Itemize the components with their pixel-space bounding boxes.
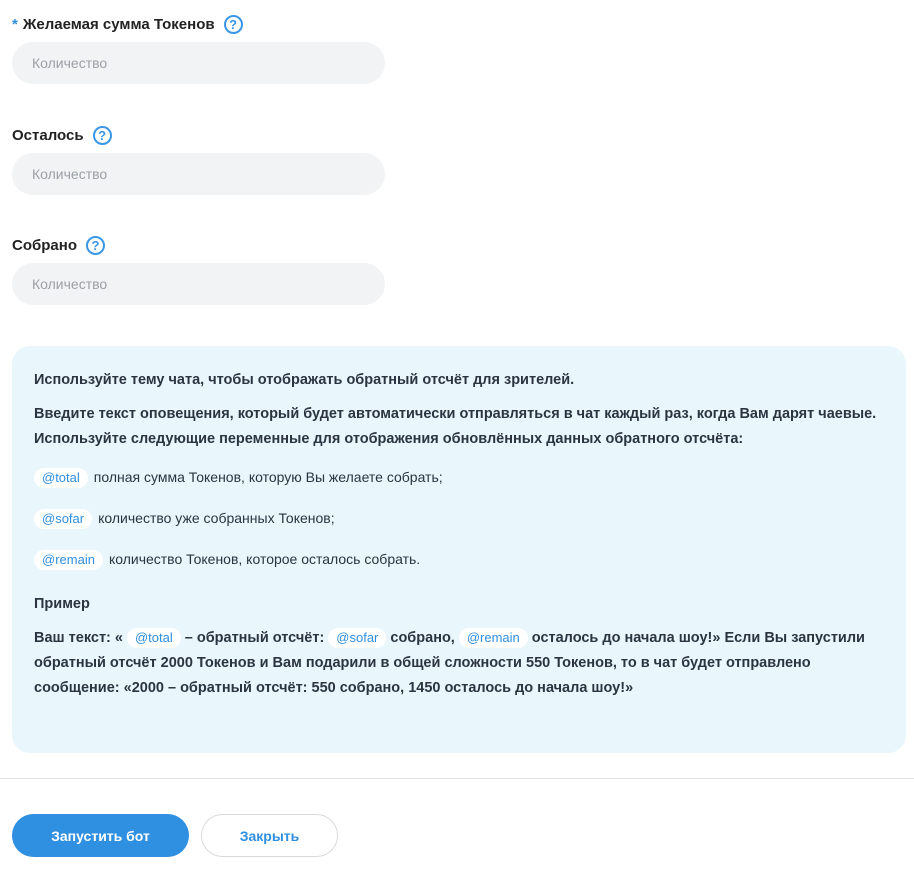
example-part: – обратный отсчёт:	[184, 630, 325, 646]
collected-label: Собрано	[12, 236, 77, 254]
remaining-input[interactable]	[12, 153, 385, 195]
field-label-row	[12, 12, 385, 36]
example-part: осталось до начала шоу!» Если Вы запустили обратный отсчёт 2000 Токенов и Вам подарили в общей сложности 550 Токенов, то в чат будет отправлено сообщение: «2000 – обратный отсчёт: 550 собрано, 1450 осталось до начала шоу!»	[34, 630, 865, 696]
example-prefix: Ваш текст: «	[34, 630, 123, 646]
help-icon[interactable]: ?	[224, 15, 243, 34]
start-bot-button[interactable]: Запустить бот	[12, 814, 189, 857]
variable-chip-remain: @remain	[459, 628, 528, 648]
field-remaining	[12, 123, 385, 195]
collected-input[interactable]	[12, 263, 385, 305]
close-button[interactable]: Закрыть	[201, 814, 338, 857]
field-label-row	[12, 123, 385, 147]
variable-chip-total: @total	[34, 468, 88, 488]
variable-row-remain	[34, 547, 884, 572]
info-instruction: Введите текст оповещения, который будет автоматически отправляться в чат каждый раз, когда Вам дарят чаевые. Используйте следующие переменные для отображения обновлённых данных обратного отсчёта:	[34, 406, 877, 447]
required-marker: *	[12, 15, 18, 33]
variable-description: количество уже собранных Токенов;	[98, 510, 335, 526]
example-text	[34, 626, 884, 701]
variable-chip-total: @total	[127, 628, 181, 648]
variable-row-sofar	[34, 506, 884, 531]
help-icon[interactable]: ?	[86, 236, 105, 255]
field-desired-amount	[12, 12, 385, 84]
remaining-label: Осталось	[12, 126, 84, 144]
variable-row-total	[34, 465, 884, 490]
variable-description: количество Токенов, которое осталось собрать.	[108, 551, 421, 567]
field-collected	[12, 233, 385, 305]
info-panel	[12, 346, 906, 753]
desired-amount-input[interactable]	[12, 42, 385, 84]
help-icon[interactable]: ?	[93, 126, 112, 145]
variable-chip-sofar: @sofar	[328, 628, 386, 648]
info-intro: Используйте тему чата, чтобы отображать обратный отсчёт для зрителей.	[34, 372, 575, 388]
variable-chip-sofar: @sofar	[34, 509, 92, 529]
desired-amount-label: Желаемая сумма Токенов	[22, 15, 215, 33]
field-label-row	[12, 233, 385, 257]
footer-divider	[0, 778, 914, 779]
variable-chip-remain: @remain	[34, 550, 103, 570]
example-heading: Пример	[34, 596, 90, 612]
variable-description: полная сумма Токенов, которую Вы желаете собрать;	[93, 469, 443, 485]
example-part: собрано,	[390, 630, 455, 646]
